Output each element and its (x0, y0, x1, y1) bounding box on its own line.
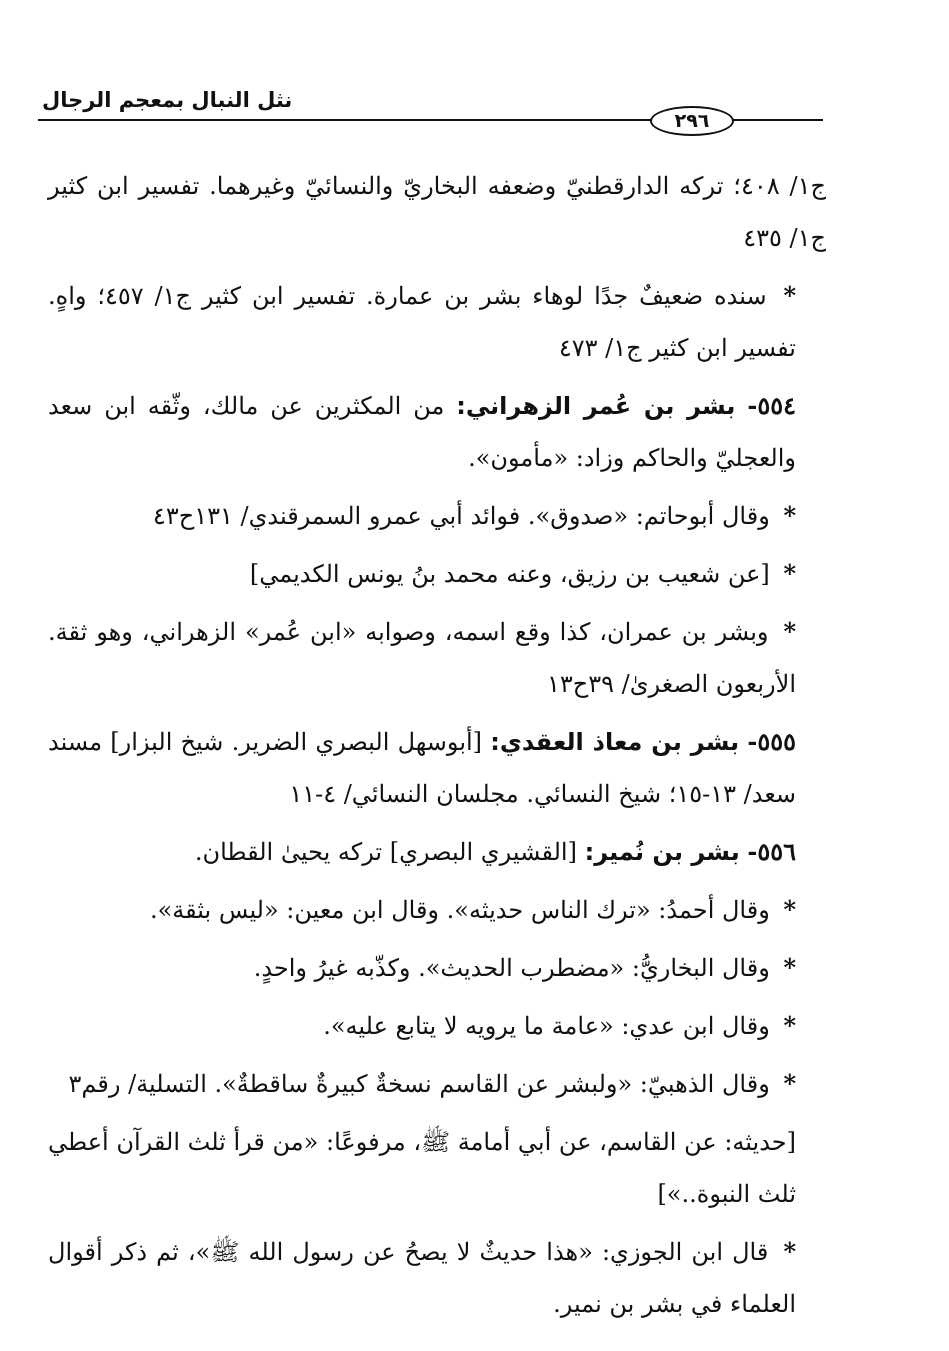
asterisk-icon: * (783, 1237, 796, 1266)
asterisk-icon: * (783, 559, 796, 588)
entry-name: بشر بن عُمر الزهراني: (456, 392, 736, 420)
paragraph-text: قال ابن الجوزي: «هذا حديثٌ لا يصحُ عن رسول الله ﷺ»، ثم ذكر أقوال العلماء في بشر بن نمير. (48, 1238, 796, 1318)
paragraph-text: [عن شعيب بن رزيق، وعنه محمد بنُ يونس الكديمي] (249, 560, 770, 588)
paragraph-text: وقال أحمدُ: «ترك الناس حديثه». وقال ابن معين: «ليس بثقة». (149, 896, 770, 924)
paragraph-text: وقال ابن عدي: «عامة ما يرويه لا يتابع عليه». (323, 1012, 770, 1040)
paragraph (48, 160, 826, 264)
asterisk-icon: * (783, 617, 796, 646)
entry-name: بشر بن معاذ العقدي: (490, 728, 740, 756)
paragraph-note (48, 548, 826, 600)
page-body (48, 160, 826, 1336)
asterisk-icon: * (783, 281, 797, 310)
paragraph-note (48, 884, 826, 936)
entry-555 (48, 716, 826, 820)
paragraph-note (48, 1000, 826, 1052)
paragraph-note (48, 942, 826, 994)
paragraph-text: وقال البخاريُّ: «مضطرب الحديث». وكذّبه غيرُ واحدٍ. (253, 954, 770, 982)
paragraph-text: [حديثه: عن القاسم، عن أبي أمامة ﷺ، مرفوعًا: «من قرأ ثلث القرآن أعطي ثلث النبوة..»] (48, 1128, 796, 1208)
paragraph-note (48, 1058, 826, 1110)
page-number-badge (650, 106, 734, 136)
page-number: ٢٩٦ (674, 110, 710, 132)
asterisk-icon: * (783, 895, 796, 924)
entry-name: بشر بن نُمير: (584, 838, 740, 866)
paragraph-note (48, 606, 826, 710)
asterisk-icon: * (783, 953, 796, 982)
entry-556 (48, 826, 826, 878)
paragraph-text: سنده ضعيفٌ جدًا لوهاء بشر بن عمارة. تفسير ابن كثير ج١/ ٤٥٧؛ واهٍ. تفسير ابن كثير ج١/ ٤٧٣ (48, 282, 796, 362)
entry-number: ٥٥٤- (747, 391, 796, 420)
paragraph-note (48, 1226, 826, 1330)
paragraph-note (48, 270, 826, 374)
paragraph-hadith (48, 1116, 826, 1220)
entry-554 (48, 380, 826, 484)
entry-number: ٥٥٥- (747, 727, 796, 756)
paragraph-text: من المكثرين عن مالك، وثّقه ابن سعد والعجليّ والحاكم وزاد: «مأمون». (48, 392, 796, 472)
paragraph-text: وبشر بن عمران، كذا وقع اسمه، وصوابه «ابن عُمر» الزهراني، وهو ثقة. الأربعون الصغرىٰ/ ٣٩ح١٣ (48, 618, 796, 698)
paragraph-text: [القشيري البصري] تركه يحيىٰ القطان. (194, 838, 577, 866)
paragraph-note (48, 490, 826, 542)
paragraph-text: ج١/ ٤٠٨؛ تركه الدارقطنيّ وضعفه البخاريّ والنسائيّ وغيرهما. تفسير ابن كثير ج١/ ٤٣٥ (48, 172, 826, 252)
paragraph-text: وقال أبوحاتم: «صدوق». فوائد أبي عمرو السمرقندي/ ١٣١ح٤٣ (152, 502, 770, 530)
asterisk-icon: * (783, 1069, 796, 1098)
running-header-title: نثل النبال بمعجم الرجال (42, 88, 293, 112)
asterisk-icon: * (783, 1011, 796, 1040)
paragraph-text: [أبوسهل البصري الضرير. شيخ البزار] مسند سعد/ ١٣-١٥؛ شيخ النسائي. مجلسان النسائي/ ٤-١١ (48, 728, 796, 808)
asterisk-icon: * (783, 501, 796, 530)
entry-number: ٥٥٦- (747, 837, 796, 866)
paragraph-text: وقال الذهبيّ: «ولبشر عن القاسم نسخةٌ كبيرةٌ ساقطةٌ». التسلية/ رقم٣ (68, 1070, 770, 1098)
